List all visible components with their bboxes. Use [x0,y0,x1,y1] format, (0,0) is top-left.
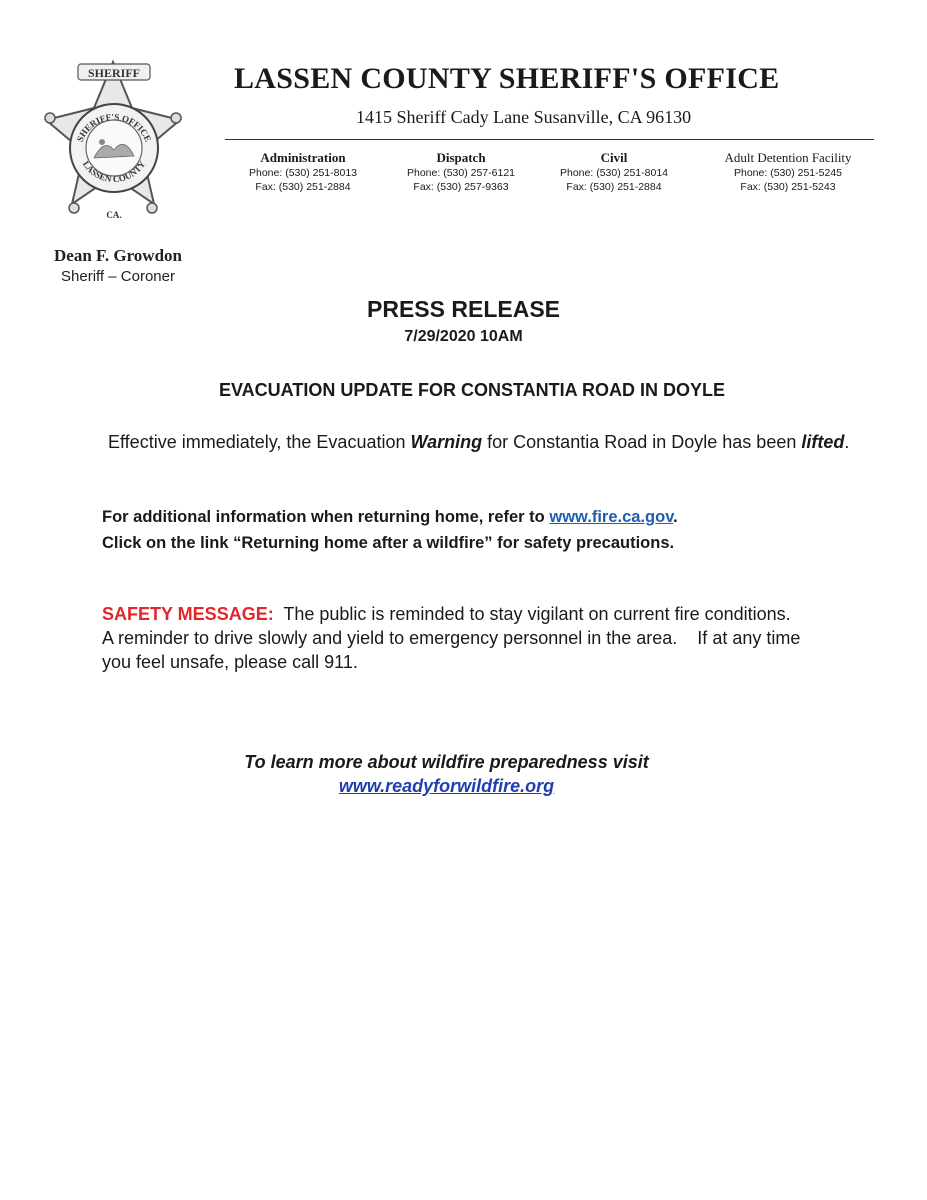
sheriff-name: Dean F. Growdon [54,246,182,265]
badge-office-arc-text: SHERIFF'S OFFICE [74,111,154,144]
header-divider [225,139,874,140]
contact-dept-label: Adult Detention Facility [724,150,852,165]
badge-top-text: SHERIFF [87,66,141,80]
safety-message-text: The public is reminded to stay vigilant on current fire conditions. A reminder to drive slowly and yield to emergency personnel in the area. If at any time you feel unsafe, please call 911. [102,604,806,672]
contact-dept-label: Civil [600,150,628,165]
press-release-date: 7/29/2020 10AM [404,328,523,345]
contact-phone: Phone: (530) 257-6121 [407,167,515,179]
office-address: 1415 Sheriff Cady Lane Susanville, CA 96130 [356,107,692,127]
effective-text: for Constantia Road in Doyle has been [482,432,802,452]
safety-message-paragraph [102,602,806,674]
effective-text: . [844,432,850,452]
learn-more-text: To learn more about wildfire preparedness visit [244,752,649,772]
contact-adult-detention [700,150,876,194]
contact-phone: Phone: (530) 251-8013 [249,167,357,179]
fire-ca-gov-link[interactable]: www.fire.ca.gov [549,508,674,526]
press-release-title: PRESS RELEASE [367,296,560,322]
contact-civil [551,150,677,194]
readyforwildfire-link[interactable]: www.readyforwildfire.org [338,776,555,796]
sheriff-title: Sheriff – Coroner [61,268,175,285]
release-headline: EVACUATION UPDATE FOR CONSTANTIA ROAD IN DOYLE [219,380,725,400]
badge-county-arc-text: LASSEN COUNTY [80,159,148,185]
sheriff-badge-logo [38,58,188,233]
contact-fax: Fax: (530) 251-5243 [740,181,836,193]
contact-fax: Fax: (530) 251-2884 [566,181,662,193]
safety-message-label: SAFETY MESSAGE: [102,604,274,624]
contact-phone: Phone: (530) 251-5245 [734,167,842,179]
returning-text: For additional information when returning home, refer to [102,508,550,526]
contact-dept-label: Administration [260,150,346,165]
lifted-emphasis: lifted [801,432,845,452]
returning-line-2: Click on the link “Returning home after a wildfire” for safety precautions. [102,534,675,552]
returning-home-paragraph [102,504,902,556]
contact-administration [240,150,366,194]
wildfire-preparedness-block [0,750,893,798]
office-name-heading: LASSEN COUNTY SHERIFF'S OFFICE [234,62,780,95]
effective-text: Effective immediately, the Evacuation [108,432,411,452]
contact-dept-label: Dispatch [436,150,486,165]
warning-emphasis: Warning [410,432,483,452]
contact-fax: Fax: (530) 251-2884 [255,181,351,193]
returning-line-1 [102,504,902,530]
contact-phone: Phone: (530) 251-8014 [560,167,668,179]
contact-dispatch [398,150,524,194]
contact-fax: Fax: (530) 257-9363 [413,181,509,193]
effective-paragraph [108,430,908,455]
returning-text: . [673,508,678,526]
badge-state-text: CA. [106,210,122,220]
